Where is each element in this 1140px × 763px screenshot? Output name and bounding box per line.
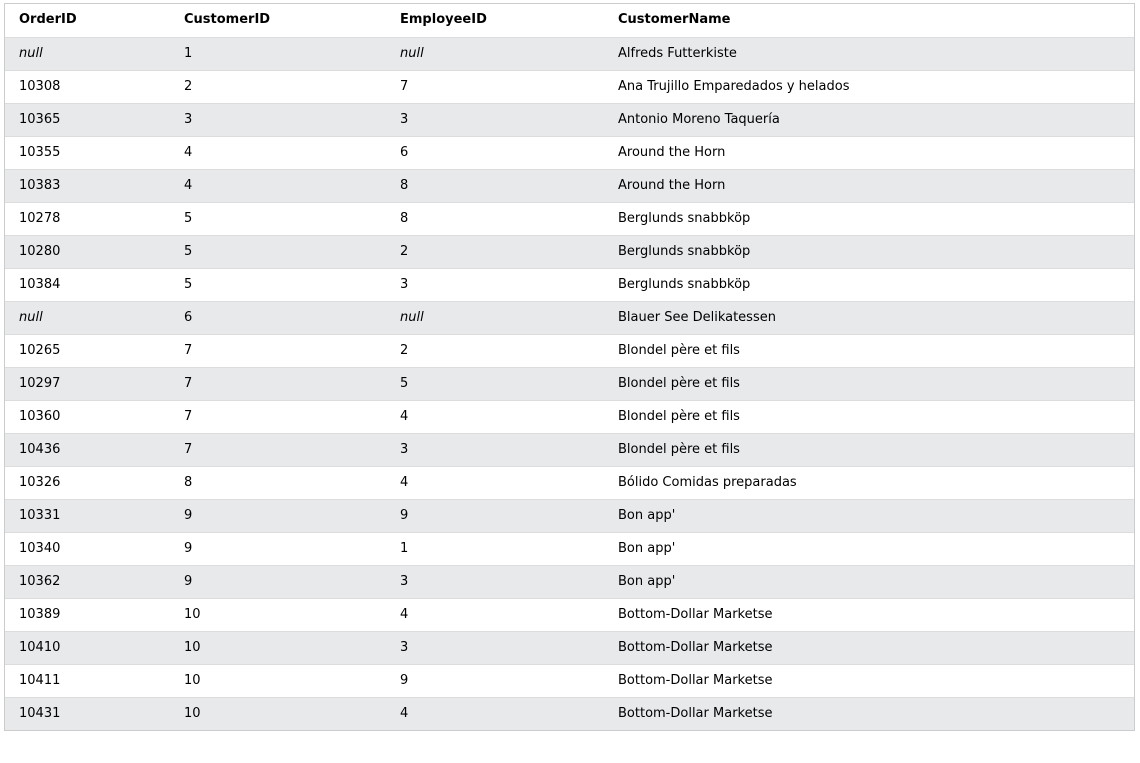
cell-order-id: 10389 <box>5 598 170 631</box>
cell-order-id: 10265 <box>5 334 170 367</box>
cell-order-id: 10410 <box>5 631 170 664</box>
cell-order-id: 10308 <box>5 70 170 103</box>
table-row <box>5 565 1134 598</box>
cell-customer-id: 6 <box>170 301 386 334</box>
cell-employee-id: null <box>386 301 604 334</box>
cell-customer-id: 7 <box>170 433 386 466</box>
cell-employee-id: 4 <box>386 466 604 499</box>
cell-employee-id: 3 <box>386 103 604 136</box>
table-row <box>5 433 1134 466</box>
cell-customer-name: Bon app' <box>604 565 1134 598</box>
cell-order-id: 10355 <box>5 136 170 169</box>
cell-employee-id: 8 <box>386 169 604 202</box>
cell-customer-name: Around the Horn <box>604 136 1134 169</box>
cell-customer-name: Blondel père et fils <box>604 400 1134 433</box>
cell-customer-name: Blondel père et fils <box>604 433 1134 466</box>
table-row <box>5 268 1134 301</box>
cell-customer-id: 7 <box>170 367 386 400</box>
table-row <box>5 367 1134 400</box>
cell-employee-id: 4 <box>386 598 604 631</box>
cell-customer-name: Berglunds snabbköp <box>604 202 1134 235</box>
cell-order-id: 10331 <box>5 499 170 532</box>
cell-employee-id: 5 <box>386 367 604 400</box>
table-row <box>5 235 1134 268</box>
cell-customer-id: 10 <box>170 697 386 730</box>
cell-customer-id: 5 <box>170 202 386 235</box>
cell-employee-id: 3 <box>386 631 604 664</box>
cell-order-id: 10431 <box>5 697 170 730</box>
table-row <box>5 202 1134 235</box>
cell-customer-id: 10 <box>170 631 386 664</box>
cell-customer-name: Bottom-Dollar Marketse <box>604 631 1134 664</box>
cell-employee-id: 8 <box>386 202 604 235</box>
cell-customer-name: Bottom-Dollar Marketse <box>604 664 1134 697</box>
cell-employee-id: 6 <box>386 136 604 169</box>
table-row <box>5 697 1134 730</box>
cell-customer-name: Alfreds Futterkiste <box>604 37 1134 70</box>
header-employee-id: EmployeeID <box>386 4 604 37</box>
table-row <box>5 499 1134 532</box>
cell-customer-name: Berglunds snabbköp <box>604 268 1134 301</box>
cell-customer-name: Bon app' <box>604 499 1134 532</box>
table-row <box>5 37 1134 70</box>
cell-customer-id: 10 <box>170 598 386 631</box>
header-customer-name: CustomerName <box>604 4 1134 37</box>
cell-customer-name: Berglunds snabbköp <box>604 235 1134 268</box>
cell-customer-id: 1 <box>170 37 386 70</box>
header-customer-id: CustomerID <box>170 4 386 37</box>
cell-customer-name: Bon app' <box>604 532 1134 565</box>
table-row <box>5 631 1134 664</box>
table-row <box>5 103 1134 136</box>
cell-customer-id: 5 <box>170 268 386 301</box>
cell-order-id: 10278 <box>5 202 170 235</box>
cell-employee-id: 3 <box>386 268 604 301</box>
table-row <box>5 532 1134 565</box>
table-body <box>5 37 1134 730</box>
cell-employee-id: 9 <box>386 664 604 697</box>
cell-employee-id: 4 <box>386 400 604 433</box>
cell-customer-id: 9 <box>170 532 386 565</box>
cell-customer-name: Antonio Moreno Taquería <box>604 103 1134 136</box>
cell-order-id: 10360 <box>5 400 170 433</box>
cell-customer-id: 3 <box>170 103 386 136</box>
table-row <box>5 400 1134 433</box>
table-row <box>5 301 1134 334</box>
cell-order-id: 10384 <box>5 268 170 301</box>
cell-customer-name: Bottom-Dollar Marketse <box>604 598 1134 631</box>
cell-order-id: 10362 <box>5 565 170 598</box>
cell-order-id: 10297 <box>5 367 170 400</box>
cell-employee-id: 3 <box>386 565 604 598</box>
cell-customer-id: 4 <box>170 169 386 202</box>
cell-employee-id: 2 <box>386 235 604 268</box>
cell-employee-id: 9 <box>386 499 604 532</box>
cell-employee-id: null <box>386 37 604 70</box>
cell-employee-id: 7 <box>386 70 604 103</box>
cell-employee-id: 3 <box>386 433 604 466</box>
cell-customer-name: Ana Trujillo Emparedados y helados <box>604 70 1134 103</box>
cell-order-id: 10411 <box>5 664 170 697</box>
table-row <box>5 466 1134 499</box>
cell-customer-id: 4 <box>170 136 386 169</box>
cell-customer-name: Blondel père et fils <box>604 367 1134 400</box>
table-row <box>5 136 1134 169</box>
cell-customer-id: 8 <box>170 466 386 499</box>
header-order-id: OrderID <box>5 4 170 37</box>
cell-order-id: 10326 <box>5 466 170 499</box>
table-row <box>5 70 1134 103</box>
cell-order-id: null <box>5 301 170 334</box>
cell-customer-id: 7 <box>170 400 386 433</box>
cell-employee-id: 2 <box>386 334 604 367</box>
cell-customer-name: Bottom-Dollar Marketse <box>604 697 1134 730</box>
results-table <box>5 4 1134 730</box>
table-row <box>5 598 1134 631</box>
cell-customer-id: 10 <box>170 664 386 697</box>
table-row <box>5 334 1134 367</box>
cell-customer-id: 9 <box>170 565 386 598</box>
cell-customer-id: 5 <box>170 235 386 268</box>
cell-order-id: 10383 <box>5 169 170 202</box>
table-header-row <box>5 4 1134 37</box>
cell-order-id: 10340 <box>5 532 170 565</box>
cell-customer-id: 9 <box>170 499 386 532</box>
cell-order-id: 10436 <box>5 433 170 466</box>
cell-employee-id: 1 <box>386 532 604 565</box>
cell-customer-name: Blauer See Delikatessen <box>604 301 1134 334</box>
cell-customer-name: Around the Horn <box>604 169 1134 202</box>
cell-order-id: 10280 <box>5 235 170 268</box>
cell-customer-name: Bólido Comidas preparadas <box>604 466 1134 499</box>
cell-customer-name: Blondel père et fils <box>604 334 1134 367</box>
table-row <box>5 169 1134 202</box>
cell-order-id: 10365 <box>5 103 170 136</box>
results-table-container <box>4 3 1135 731</box>
cell-customer-id: 7 <box>170 334 386 367</box>
cell-order-id: null <box>5 37 170 70</box>
table-row <box>5 664 1134 697</box>
cell-employee-id: 4 <box>386 697 604 730</box>
cell-customer-id: 2 <box>170 70 386 103</box>
